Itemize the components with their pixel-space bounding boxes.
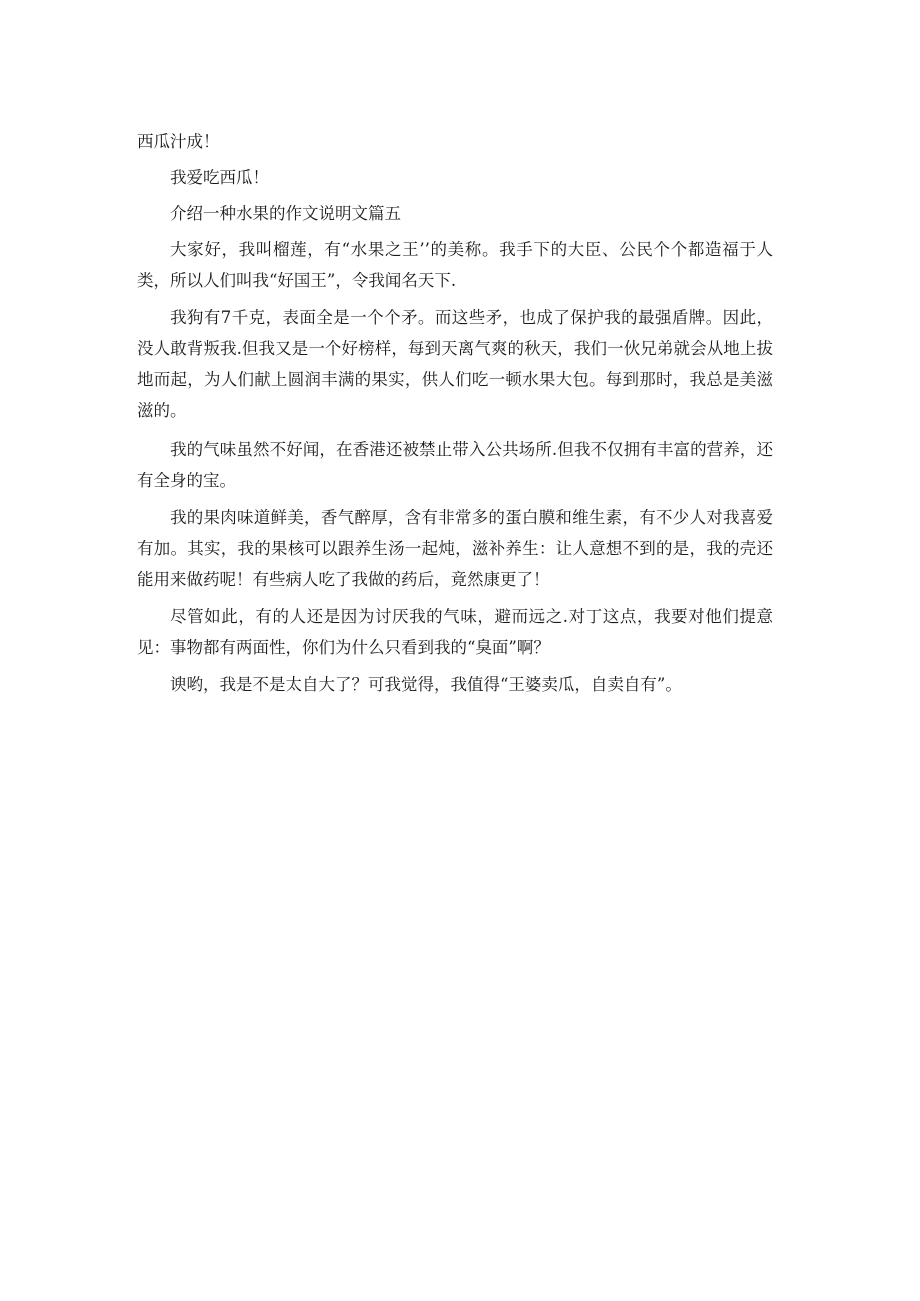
paragraph: 我狗有7千克，表面全是一个个矛。而这些矛，也成了保护我的最强盾牌。因此，没人敢背叛我.但我又是一个好榜样，每到天离气爽的秋天，我们一伙兄弟就会从地上拔地而起，为人们献上圆润丰满的果实，供人们吃一顿水果大包。每到那时，我总是美滋滋的。 <box>137 308 773 420</box>
paragraph: 谀哟，我是不是太自大了？可我觉得，我值得“王婆卖瓜，自卖自有”。 <box>170 675 682 694</box>
paragraph-fragment: 西瓜汁成！ <box>137 132 220 151</box>
paragraph: 我的气味虽然不好闻，在香港还被禁止带入公共场所.但我不仅拥有丰富的营养，还有全身的宝。 <box>137 440 773 490</box>
section-heading: 介绍一种水果的作文说明文篇五 <box>170 204 401 223</box>
paragraph: 我的果肉味道鲜美，香气醉厚，含有非常多的蛋白膜和维生素，有不少人对我喜爱有加。其实，我的果核可以跟养生汤一起炖，滋补养生：让人意想不到的是，我的壳还能用来做药呢！有些病人吃了我做的药后，竟然康更了！ <box>137 508 773 589</box>
paragraph: 大家好，我叫榴莲，有“水果之王’’的美称。我手下的大臣、公民个个都造福于人类，所以人们叫我“好国王”，令我闻名天下. <box>137 240 773 290</box>
article-body <box>137 126 773 700</box>
paragraph: 尽管如此，有的人还是因为讨厌我的气味，避而远之.对丁这点，我要对他们提意见：事物都有两面性，你们为什么只看到我的“臭面”啊？ <box>137 607 773 657</box>
paragraph: 我爱吃西瓜！ <box>170 168 269 187</box>
